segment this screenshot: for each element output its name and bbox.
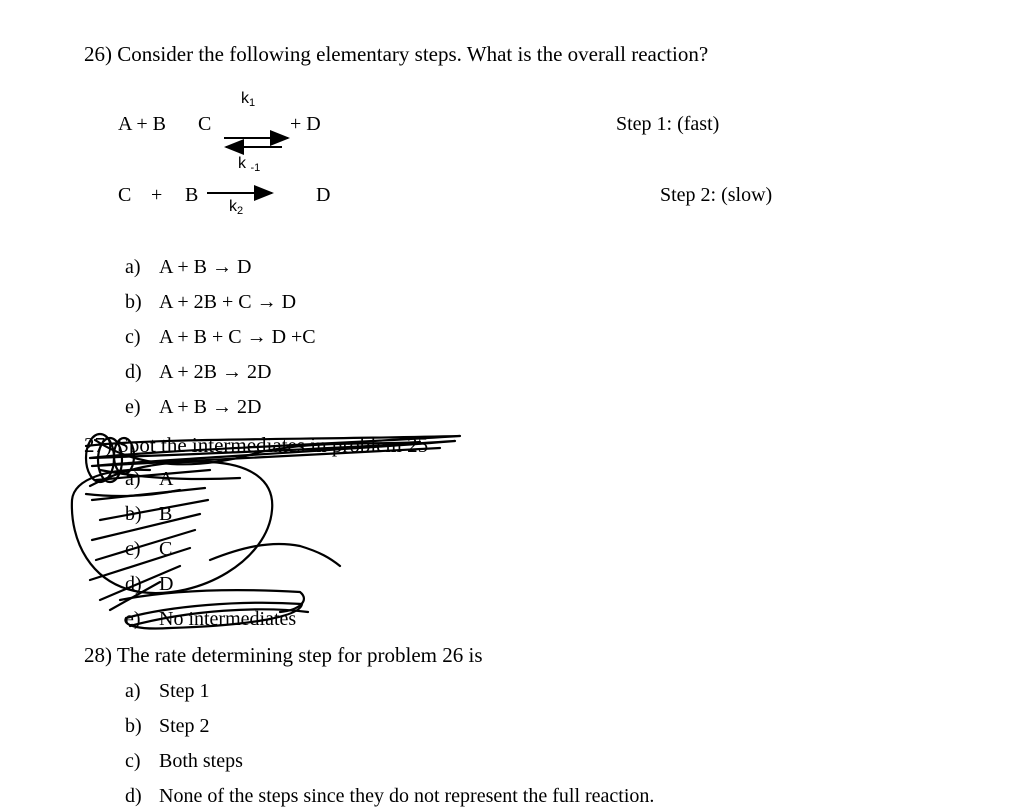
q28-option-b[interactable]: b) Step 2 [125, 715, 210, 737]
q26-option-b[interactable]: b) A + 2B + C → D [125, 291, 297, 313]
q28-option-c[interactable]: c) Both steps [125, 750, 243, 772]
q28-option-d[interactable]: d) None of the steps since they do not represent the full reaction. [125, 785, 655, 807]
q27-option-c: c) C [125, 538, 173, 560]
step1-intermediate: C [198, 113, 212, 135]
step1-label: Step 1: (fast) [616, 113, 720, 135]
q26-option-c[interactable]: c) A + B + C → D +C [125, 326, 316, 348]
step1-reactants: A + B [118, 113, 166, 135]
step1-k-forward: k1 [241, 90, 256, 109]
q26-option-e[interactable]: e) A + B → 2D [125, 396, 262, 418]
scribble-strikeout [72, 434, 460, 629]
q27-option-b: b) B [125, 503, 173, 525]
q27-option-d: d) D [125, 573, 174, 595]
step2-plus: + [151, 184, 163, 206]
question-28-text: 28) The rate determining step for problem 26 is [84, 643, 483, 667]
question-27-text: 27) Spot the intermediates in problem 25 [84, 433, 429, 457]
step2-reactant-b: B [185, 184, 199, 206]
step2-k: k2 [229, 198, 244, 217]
q26-option-a[interactable]: a) A + B → D [125, 256, 252, 278]
q27-option-e: e) No intermediates [125, 608, 297, 630]
step1-k-reverse: k -1 [238, 155, 261, 174]
question-26-text: 26) Consider the following elementary steps. What is the overall reaction? [84, 42, 709, 66]
step2-product: D [316, 184, 331, 206]
step2-label: Step 2: (slow) [660, 184, 773, 206]
q26-option-d[interactable]: d) A + 2B → 2D [125, 361, 272, 383]
q27-option-a: a) A [125, 468, 174, 490]
step1-product: + D [290, 113, 321, 135]
q28-option-a[interactable]: a) Step 1 [125, 680, 210, 702]
step2-reactant-c: C [118, 184, 132, 206]
